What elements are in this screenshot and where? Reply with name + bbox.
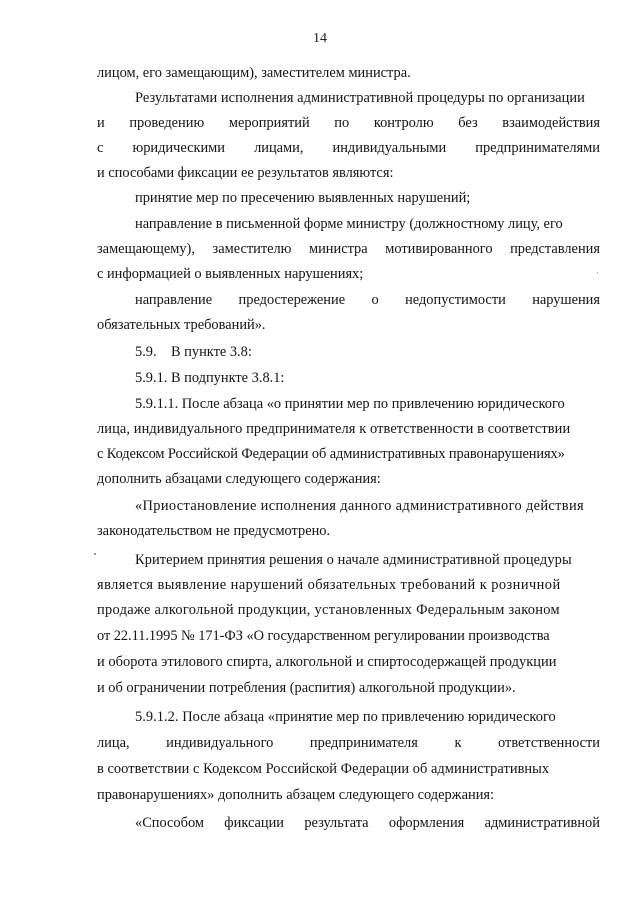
list-item [135, 291, 600, 309]
text-line: обязательных требований». [97, 317, 266, 333]
word: лицами, [254, 140, 304, 156]
word: результата [304, 815, 369, 831]
text-line: законодательством не предусмотрено. [97, 523, 331, 539]
justified-line [97, 114, 600, 132]
word: и [97, 115, 105, 131]
word: юридическими [132, 140, 225, 156]
word: мероприятий [228, 115, 310, 131]
text-line: в соответствии с Кодексом Российской Федерации об административных [97, 761, 550, 777]
word: фиксации [224, 815, 285, 831]
word: административной [484, 815, 600, 831]
word: нарушения [532, 292, 600, 308]
word: недопустимости [405, 292, 506, 308]
text-line: дополнить абзацами следующего содержания: [97, 471, 381, 487]
justified-line [97, 734, 600, 752]
word: контролю [373, 115, 434, 131]
list-item: принятие мер по пресечению выявленных нарушений; [135, 190, 471, 206]
word: замещающему), [97, 241, 195, 257]
quoted-paragraph: «Приостановление исполнения данного административного действия [135, 498, 584, 514]
word: ответственности [498, 735, 600, 751]
word: представления [510, 241, 600, 257]
word: министра [309, 241, 368, 257]
word: мотивированного [385, 241, 493, 257]
word: без [458, 115, 478, 131]
paragraph-first-line: 5.9.1.1. После абзаца «о принятии мер по привлечению юридического [135, 396, 565, 412]
text-line: правонарушениях» дополнить абзацем следующего содержания: [97, 787, 495, 803]
list-item: направление в письменной форме министру (должностному лицу, его [135, 216, 563, 232]
paragraph-first-line: Критерием принятия решения о начале административной процедуры [135, 552, 572, 568]
word: предостережение [238, 292, 346, 308]
scan-speck [94, 553, 96, 555]
word: с [97, 140, 104, 156]
text-line: и об ограничении потребления (распития) алкогольной продукции». [97, 680, 516, 696]
word: направление [135, 292, 213, 308]
word: о [371, 292, 379, 308]
word: заместителю [212, 241, 292, 257]
section-heading: 5.9. В пункте 3.8: [135, 344, 252, 360]
word: предпринимателя [309, 735, 418, 751]
word: лица, [97, 735, 130, 751]
text-line: лица, индивидуального предпринимателя к ответственности в соответствии [97, 421, 571, 437]
paragraph-first-line: 5.9.1.2. После абзаца «принятие мер по привлечению юридического [135, 709, 556, 725]
text-line: является выявление нарушений обязательных требований к розничной [97, 577, 561, 593]
scan-speck [597, 272, 598, 273]
word: к [454, 735, 462, 751]
text-line: лицом, его замещающим), заместителем министра. [97, 65, 411, 81]
justified-line [97, 139, 600, 157]
paragraph-first-line: Результатами исполнения административной процедуры по организации [135, 90, 585, 106]
page-number: 14 [313, 31, 327, 46]
word: индивидуальными [332, 140, 447, 156]
word: оформления [388, 815, 465, 831]
word: по [334, 115, 350, 131]
word: проведению [129, 115, 205, 131]
text-line: с Кодексом Российской Федерации об административных правонарушениях» [97, 446, 565, 462]
justified-line [97, 240, 600, 258]
text-line: продаже алкогольной продукции, установленных Федеральным законом [97, 602, 560, 618]
section-heading: 5.9.1. В подпункте 3.8.1: [135, 370, 285, 386]
word: «Способом [135, 815, 204, 831]
text-line: и оборота этилового спирта, алкогольной и спиртосодержащей продукции [97, 654, 557, 670]
word: взаимодействия [502, 115, 600, 131]
quoted-paragraph [135, 814, 600, 832]
word: индивидуального [166, 735, 274, 751]
text-line: с информацией о выявленных нарушениях; [97, 266, 364, 282]
text-line: и способами фиксации ее результатов являются: [97, 165, 394, 181]
word: предпринимателями [475, 140, 600, 156]
text-line: от 22.11.1995 № 171-ФЗ «О государственном регулировании производства [97, 628, 550, 644]
